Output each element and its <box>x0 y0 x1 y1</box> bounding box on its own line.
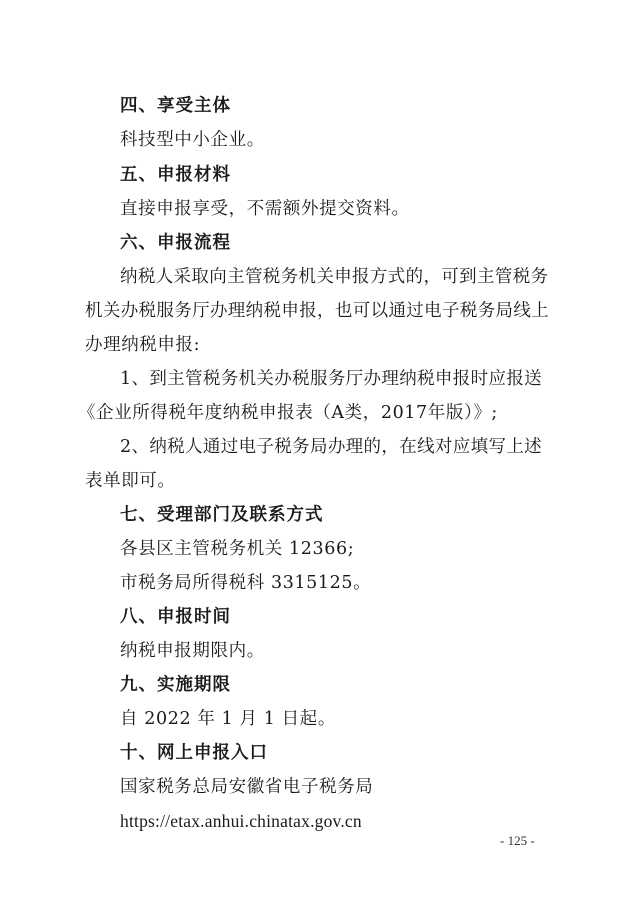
section-text: 各县区主管税务机关 12366; <box>120 539 355 559</box>
section-text: 科技型中小企业。 <box>120 130 265 150</box>
section-text: 自 2022 年 1 月 1 日起。 <box>120 709 336 729</box>
section-text: 办理纳税申报: <box>85 335 201 355</box>
section-text: 机关办税服务厅办理纳税申报，也可以通过电子税务局线上 <box>85 301 550 321</box>
section-text: 纳税申报期限内。 <box>120 641 265 661</box>
section-text: 表单即可。 <box>85 471 176 491</box>
section-text: 国家税务总局安徽省电子税务局 <box>120 777 374 797</box>
section-text: 2、纳税人通过电子税务局办理的，在线对应填写上述 <box>120 437 543 457</box>
section-text: 直接申报享受，不需额外提交资料。 <box>120 199 410 219</box>
section-heading: 五、申报材料 <box>120 165 231 185</box>
section-heading: 四、享受主体 <box>120 96 231 116</box>
section-heading: 八、申报时间 <box>120 607 231 627</box>
portal-url: https://etax.anhui.chinatax.gov.cn <box>120 811 362 831</box>
section-text: 纳税人采取向主管税务机关申报方式的，可到主管税务 <box>120 267 549 287</box>
section-text: 市税务局所得税科 3315125。 <box>120 573 372 593</box>
section-text: 《企业所得税年度纳税申报表（A类，2017年版）》; <box>78 403 498 423</box>
section-heading: 十、网上申报入口 <box>120 743 268 763</box>
section-heading: 七、受理部门及联系方式 <box>120 505 324 525</box>
section-text: 1、到主管税务机关办税服务厅办理纳税申报时应报送 <box>120 369 543 389</box>
section-heading: 六、申报流程 <box>120 233 231 253</box>
page-number: - 125 - <box>500 833 535 848</box>
section-heading: 九、实施期限 <box>120 675 231 695</box>
